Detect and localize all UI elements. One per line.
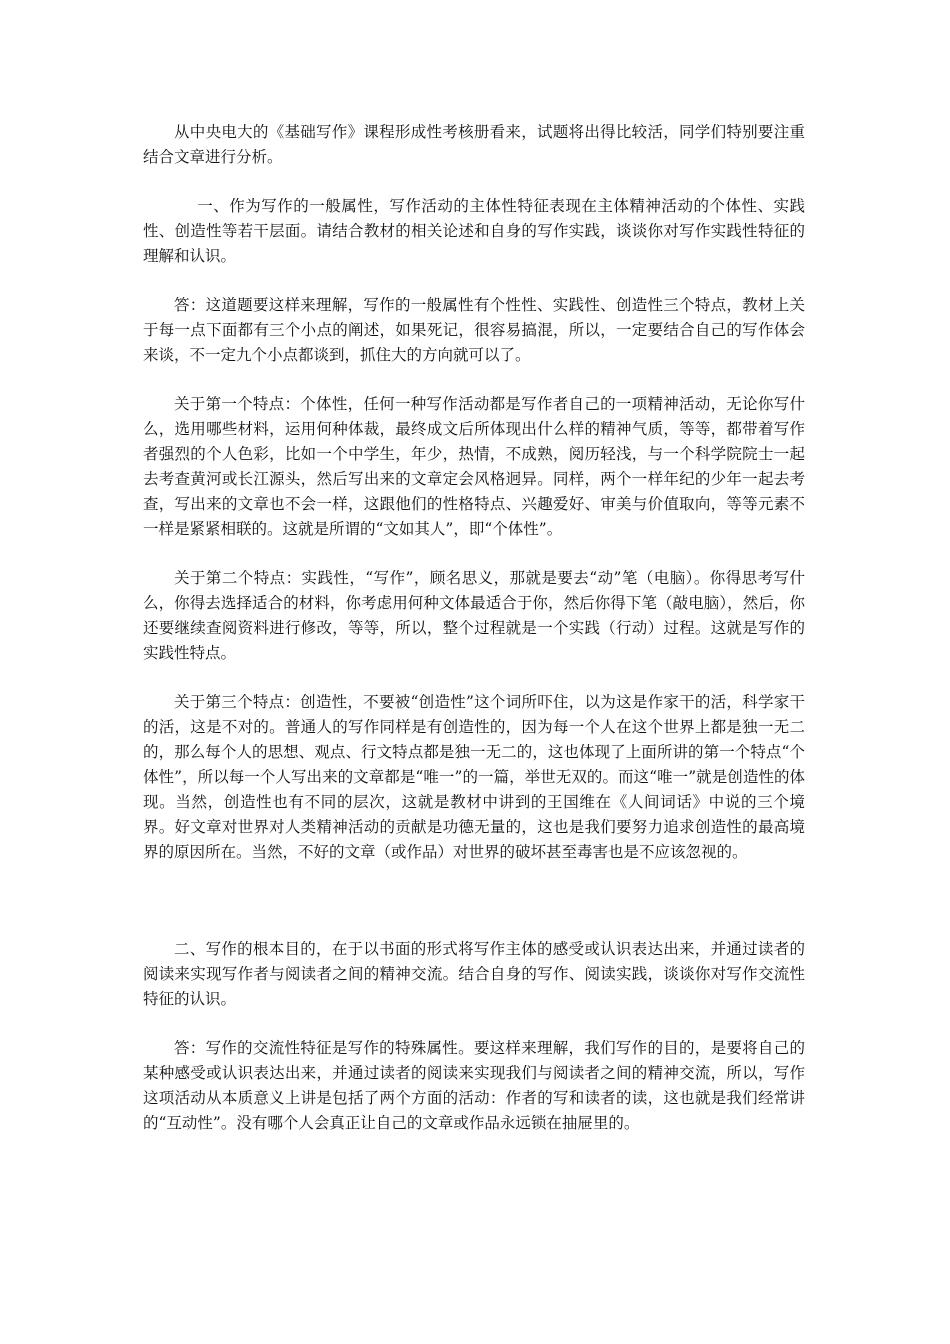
paragraph-gap — [143, 368, 805, 392]
intro-paragraph: 从中央电大的《基础写作》课程形成性考核册看来，试题将出得比较活，同学们特别要注重结合文章进行分析。 — [143, 123, 805, 166]
question-two-paragraph: 二、写作的根本目的，在于以书面的形式将写作主体的感受或认识表达出来，并通过读者的阅读来实现写作者与阅读者之间的精神交流。结合自身的写作、阅读实践，谈谈你对写作交流性特征的认识。 — [143, 940, 805, 1008]
paragraph-gap — [143, 1012, 805, 1036]
point-three-paragraph: 关于第三个特点：创造性，不要被“创造性”这个词所吓住，以为这是作家干的活，科学家干的活，这是不对的。普通人的写作同样是有创造性的，因为每一个人在这个世界上都是独一无二的，那么每个人的思想、观点、行文特点都是独一无二的，这也体现了上面所讲的第一个特点“个体性”，所以每一个人写出来的文章都是“唯一”的一篇，举世无双的。而这“唯一”就是创造性的体现。当然，创造性也有不同的层次，这就是教材中讲到的王国维在《人间词话》中说的三个境界。好文章对世界对人类精神活动的贡献是功德无量的，这也是我们要努力追求创造性的最高境界的原因所在。当然，不好的文章（或作品）对世界的破坏甚至毒害也是不应该忽视的。 — [143, 693, 805, 861]
document-page — [143, 120, 805, 1136]
question-one-paragraph: 一、作为写作的一般属性，写作活动的主体性特征表现在主体精神活动的个体性、实践性、创造性等若干层面。请结合教材的相关论述和自身的写作实践，谈谈你对写作实践性特征的理解和认识。 — [143, 197, 805, 265]
paragraph-gap — [143, 269, 805, 293]
answer-one-paragraph: 答：这道题要这样来理解，写作的一般属性有个性性、实践性、创造性三个特点，教材上关于每一点下面都有三个小点的阐述，如果死记，很容易搞混，所以，一定要结合自己的写作体会来谈，不一定九个小点都谈到，抓住大的方向就可以了。 — [143, 296, 805, 364]
paragraph-gap — [143, 170, 805, 194]
point-one-paragraph: 关于第一个特点：个体性，任何一种写作活动都是写作者自己的一项精神活动，无论你写什么，选用哪些材料，运用何种体裁，最终成文后所体现出什么样的精神气质，等等，都带着写作者强烈的个人色彩，比如一个中学生，年少，热情，不成熟，阅历轻浅，与一个科学院院士一起去考查黄河或长江源头，然后写出来的文章定会风格迥异。同样，两个一样年纪的少年一起去考查，写出来的文章也不会一样，这跟他们的性格特点、兴趣爱好、审美与价值取向，等等元素不一样是紧紧相联的。这就是所谓的“文如其人”，即“个体性”。 — [143, 395, 805, 538]
section-gap — [143, 865, 805, 937]
paragraph-gap — [143, 542, 805, 566]
paragraph-gap — [143, 666, 805, 690]
answer-two-paragraph: 答：写作的交流性特征是写作的特殊属性。要这样来理解，我们写作的目的，是要将自己的某种感受或认识表达出来，并通过读者的阅读来实现我们与阅读者之间的精神交流，所以，写作这项活动从本质意义上讲是包括了两个方面的活动：作者的写和读者的读，这也就是我们经常讲的“互动性”。没有哪个人会真正让自己的文章或作品永远锁在抽屉里的。 — [143, 1039, 805, 1132]
point-two-paragraph: 关于第二个特点：实践性，“写作”，顾名思义，那就是要去“动”笔（电脑）。你得思考写什么，你得去选择适合的材料，你考虑用何种文体最适合于你，然后你得下笔（敲电脑），然后，你还要继续查阅资料进行修改，等等，所以，整个过程就是一个实践（行动）过程。这就是写作的实践性特点。 — [143, 569, 805, 662]
